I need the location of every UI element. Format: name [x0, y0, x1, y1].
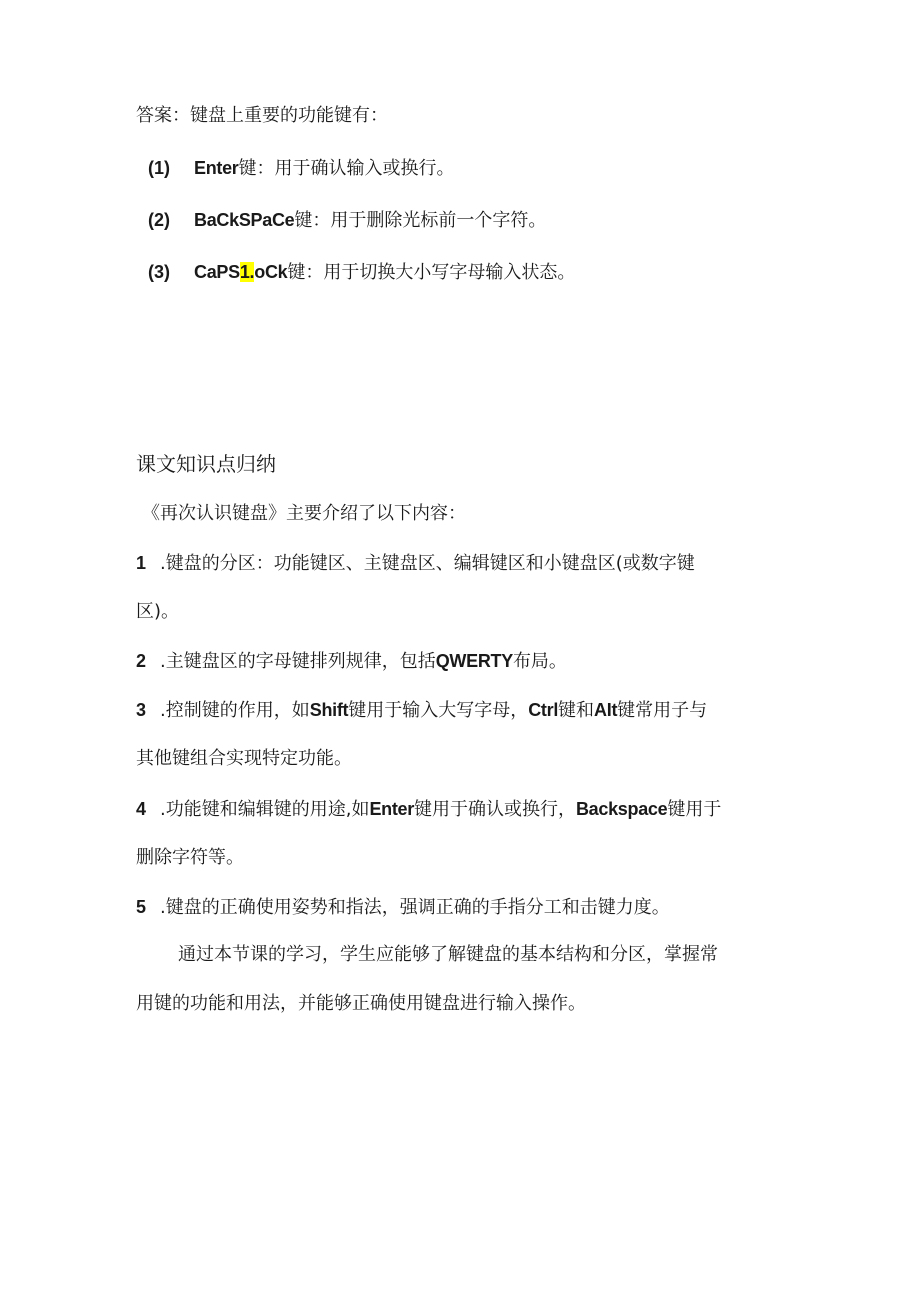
point-text: 键用于确认或换行， — [413, 799, 576, 820]
point-text: .功能键和编辑键的用途,如 — [160, 799, 370, 820]
answer-item-1 — [148, 156, 455, 181]
item-description: 键：用于切换大小写字母输入状态。 — [287, 262, 576, 283]
summary-point-4-continued: 删除字符等。 — [136, 847, 244, 868]
key-name-part: oCk — [254, 262, 288, 282]
point-text: .主键盘区的字母键排列规律，包括 — [160, 651, 436, 672]
point-text: 键用于 — [667, 799, 722, 820]
point-text: 键常用子与 — [617, 700, 708, 721]
key-name: Ctrl — [528, 700, 559, 720]
key-name: Backspace — [575, 799, 668, 819]
summary-point-1-continued: 区)。 — [136, 601, 180, 622]
section-heading: 课文知识点归纳 — [136, 452, 276, 476]
item-number: (2) — [148, 210, 170, 230]
point-number: 1 — [136, 553, 147, 573]
key-name: Enter — [194, 158, 239, 178]
summary-point-4 — [136, 797, 721, 822]
summary-point-1 — [136, 551, 695, 576]
key-name: Enter — [369, 799, 414, 819]
highlighted-text: 1. — [239, 262, 255, 282]
summary-point-3-continued: 其他键组合实现特定功能。 — [136, 748, 352, 769]
point-number: 4 — [136, 799, 147, 819]
conclusion-line-1: 通过本节课的学习，学生应能够了解键盘的基本结构和分区，掌握常 — [178, 944, 718, 965]
point-text: 布局。 — [512, 651, 567, 672]
answer-item-3 — [148, 260, 575, 285]
point-number: 5 — [136, 897, 147, 917]
summary-point-5 — [136, 895, 670, 920]
summary-intro: 《再次认识键盘》主要介绍了以下内容： — [142, 503, 466, 524]
point-number: 3 — [136, 700, 147, 720]
point-text: 键和 — [558, 700, 595, 721]
answer-intro: 答案：键盘上重要的功能键有： — [136, 105, 388, 126]
conclusion-line-2: 用键的功能和用法，并能够正确使用键盘进行输入操作。 — [136, 993, 586, 1014]
key-name: Shift — [309, 700, 349, 720]
answer-item-2 — [148, 208, 546, 233]
item-description: 键：用于确认输入或换行。 — [238, 158, 455, 179]
key-name: QWERTY — [435, 651, 513, 671]
summary-point-2 — [136, 649, 567, 674]
point-text: .控制键的作用，如 — [160, 700, 310, 721]
item-number: (3) — [148, 262, 170, 282]
item-number: (1) — [148, 158, 170, 178]
point-number: 2 — [136, 651, 147, 671]
key-name-part: CaPS — [194, 262, 240, 282]
point-text: .键盘的正确使用姿势和指法，强调正确的手指分工和击键力度。 — [160, 897, 670, 918]
point-text: .键盘的分区：功能键区、主键盘区、编辑键区和小键盘区(或数字键 — [160, 553, 695, 574]
key-name: AIt — [594, 700, 618, 720]
summary-point-3 — [136, 698, 707, 723]
key-name: BaCkSPaCe — [194, 210, 295, 230]
point-text: 键用于输入大写字母， — [348, 700, 529, 721]
item-description: 键：用于删除光标前一个字符。 — [294, 210, 547, 231]
